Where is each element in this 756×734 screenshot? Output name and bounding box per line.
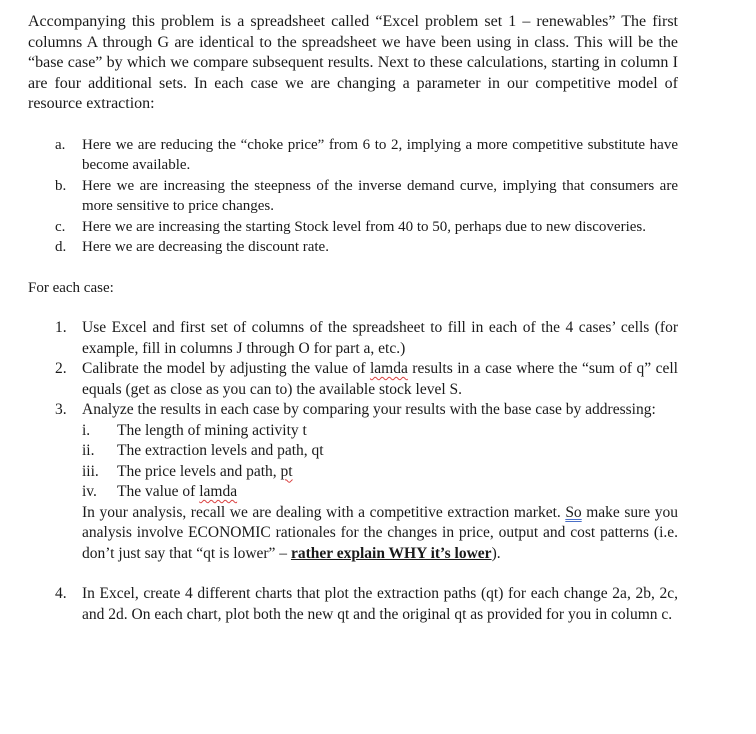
sub-text: The value of	[117, 483, 200, 500]
sub-marker: ii.	[82, 442, 95, 459]
cases-list	[28, 135, 678, 258]
case-marker: c.	[55, 218, 66, 235]
step-marker: 1.	[55, 319, 67, 336]
emphasis-text: rather explain WHY it’s lower	[290, 544, 492, 562]
step-1	[28, 318, 678, 359]
sub-item-iv	[28, 482, 678, 503]
case-c	[28, 217, 678, 238]
intro-paragraph: Accompanying this problem is a spreadsheet called “Excel problem set 1 – renewables” The first columns A through G are identical to the spreadsheet we have been using in class. This will be the “base case” by which we compare subsequent results. Next to these calculations, starting in column I are four additional sets. In each case we are changing a parameter in our competitive model of resource extraction:	[28, 13, 678, 112]
spellcheck-word: lamda	[369, 360, 408, 377]
sub-text: The price levels and path,	[117, 462, 281, 480]
analysis-paragraph	[82, 503, 678, 565]
spellcheck-word: pt	[280, 462, 293, 480]
step-marker: 4.	[55, 585, 67, 602]
analysis-text: make sure you analysis involve ECONOMIC rationales for the changes in price, output and cost patterns (i.e. don’t just say that “qt is lower” –	[82, 503, 678, 562]
step-2	[28, 359, 678, 400]
step-marker: 3.	[55, 401, 67, 418]
sub-item-ii	[28, 441, 678, 462]
case-d	[28, 237, 678, 258]
step-text: Analyze the results in each case by comparing your results with the base case by addressing:	[82, 401, 656, 418]
case-marker: b.	[55, 177, 67, 194]
analysis-text: In your analysis, recall we are dealing with a competitive extraction market.	[82, 503, 566, 521]
analysis-text: ).	[491, 544, 501, 562]
grammar-flag-word: So	[565, 503, 582, 521]
case-text: Here we are decreasing the discount rate.	[82, 239, 329, 255]
sub-item-i	[28, 421, 678, 442]
case-marker: d.	[55, 239, 67, 255]
sub-items-list	[28, 421, 678, 503]
step-text: Use Excel and first set of columns of the spreadsheet to fill in each of the 4 cases’ cells (for example, fill in columns J through O for part a, etc.)	[82, 319, 678, 357]
step-3	[28, 400, 678, 564]
sub-marker: i.	[82, 421, 91, 439]
case-text: Here we are increasing the starting Stock level from 40 to 50, perhaps due to new discoveries.	[82, 218, 646, 235]
case-text: Here we are increasing the steepness of the inverse demand curve, implying that consumers are more sensitive to price changes.	[82, 177, 678, 214]
case-b	[28, 176, 678, 217]
sub-text: The extraction levels and path, qt	[117, 442, 324, 459]
spacer	[28, 564, 678, 584]
step-text: In Excel, create 4 different charts that plot the extraction paths (qt) for each change 2a, 2b, 2c, and 2d. On each chart, plot both the new qt and the original qt as provided for you in column c.	[82, 585, 678, 623]
case-marker: a.	[55, 136, 66, 153]
sub-marker: iv.	[82, 483, 97, 500]
for-each-heading: For each case:	[28, 279, 114, 296]
sub-marker: iii.	[82, 462, 99, 480]
case-a	[28, 135, 678, 176]
step-text-pre: Calibrate the model by adjusting the value of	[82, 360, 370, 377]
document-page	[28, 12, 678, 625]
step-marker: 2.	[55, 360, 67, 377]
step-text-post: results in a case where the “sum of q” cell equals (get as close as you can to) the available stock level S.	[82, 360, 678, 398]
spellcheck-word: lamda	[199, 483, 238, 500]
sub-text: The length of mining activity t	[117, 421, 307, 439]
case-text: Here we are reducing the “choke price” from 6 to 2, implying a more competitive substitute have become available.	[82, 136, 678, 173]
sub-item-iii	[28, 462, 678, 483]
steps-list	[28, 318, 678, 625]
step-4	[28, 584, 678, 625]
